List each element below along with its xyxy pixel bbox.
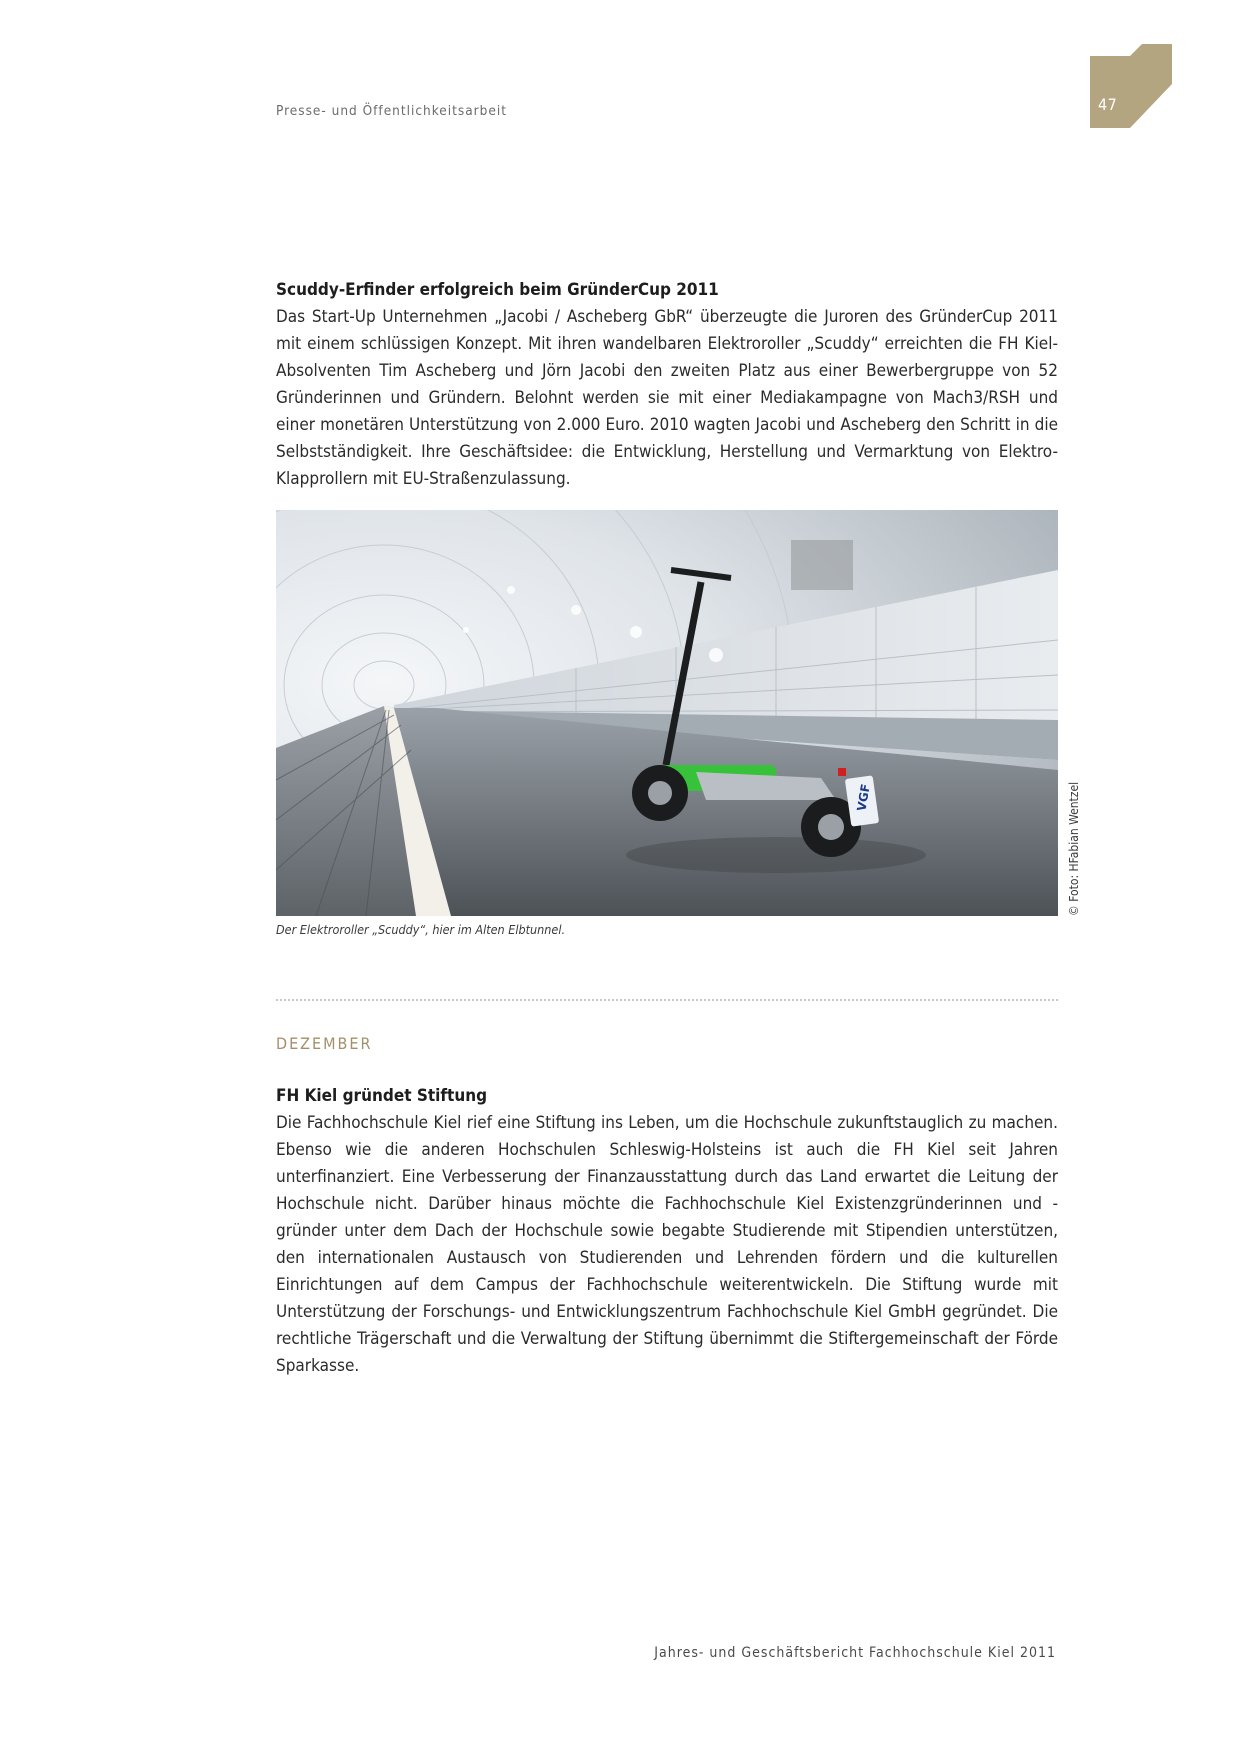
article-title: FH Kiel gründet Stiftung bbox=[276, 1086, 488, 1106]
article-stiftung bbox=[276, 1083, 1058, 1380]
scooter-tunnel-photo bbox=[276, 510, 1058, 916]
running-title: Presse- und Öffentlichkeitsarbeit bbox=[276, 103, 507, 119]
footer-publication-title: Jahres- und Geschäftsbericht Fachhochschule Kiel 2011 bbox=[654, 1645, 1056, 1661]
page-number: 47 bbox=[1098, 95, 1118, 114]
section-divider bbox=[276, 999, 1058, 1001]
article-title: Scuddy-Erfinder erfolgreich beim GründerCup 2011 bbox=[276, 280, 719, 300]
page-number-tab bbox=[1090, 44, 1172, 128]
article-body: Die Fachhochschule Kiel rief eine Stiftung ins Leben, um die Hochschule zukunftstauglich zu machen. Ebenso wie die anderen Hochschulen Schleswig-Holsteins ist auch die FH Kiel seit Jahren unterfinanziert. Eine Verbesserung der Finanzausstattung durch das Land erwartet die Leitung der Hochschule nicht. Darüber hinaus möchte die Fachhochschule Kiel Existenzgründerinnen und -gründer unter dem Dach der Hochschule sowie begabte Studierende mit Stipendien unterstützen, den internationalen Austausch von Studierenden und Lehrenden fördern und die kulturellen Einrichtungen auf dem Campus der Fachhochschule weiterentwickeln. Die Stiftung wurde mit Unterstützung der Forschungs- und Entwicklungszentrum Fachhochschule Kiel GmbH gegründet. Die rechtliche Trägerschaft und die Verwaltung der Stiftung übernimmt die Stiftergemeinschaft der Förde Sparkasse. bbox=[276, 1113, 1058, 1376]
photo-caption: Der Elektroroller „Scuddy“, hier im Alten Elbtunnel. bbox=[276, 922, 566, 937]
article-gruendercup bbox=[276, 277, 1058, 493]
section-label-december: DEZEMBER bbox=[276, 1034, 373, 1053]
article-body: Das Start-Up Unternehmen „Jacobi / Ascheberg GbR“ überzeugte die Juroren des GründerCup 2011 mit einem schlüssigen Konzept. Mit ihren wandelbaren Elektroroller „Scuddy“ erreichten die FH Kiel-Absolventen Tim Ascheberg und Jörn Jacobi den zweiten Platz aus einer Bewerbergruppe von 52 Gründerinnen und Gründern. Belohnt werden sie mit einer Mediakampagne von Mach3/RSH und einer monetären Unterstützung von 2.000 Euro. 2010 wagten Jacobi und Ascheberg den Schritt in die Selbstständigkeit. Ihre Geschäftsidee: die Entwicklung, Herstellung und Vermarktung von Elektro-Klapprollern mit EU-Straßenzulassung. bbox=[276, 307, 1058, 489]
license-plate: VGF bbox=[854, 782, 873, 813]
photo-credit: © Foto: HFabian Wentzel bbox=[1067, 781, 1081, 916]
